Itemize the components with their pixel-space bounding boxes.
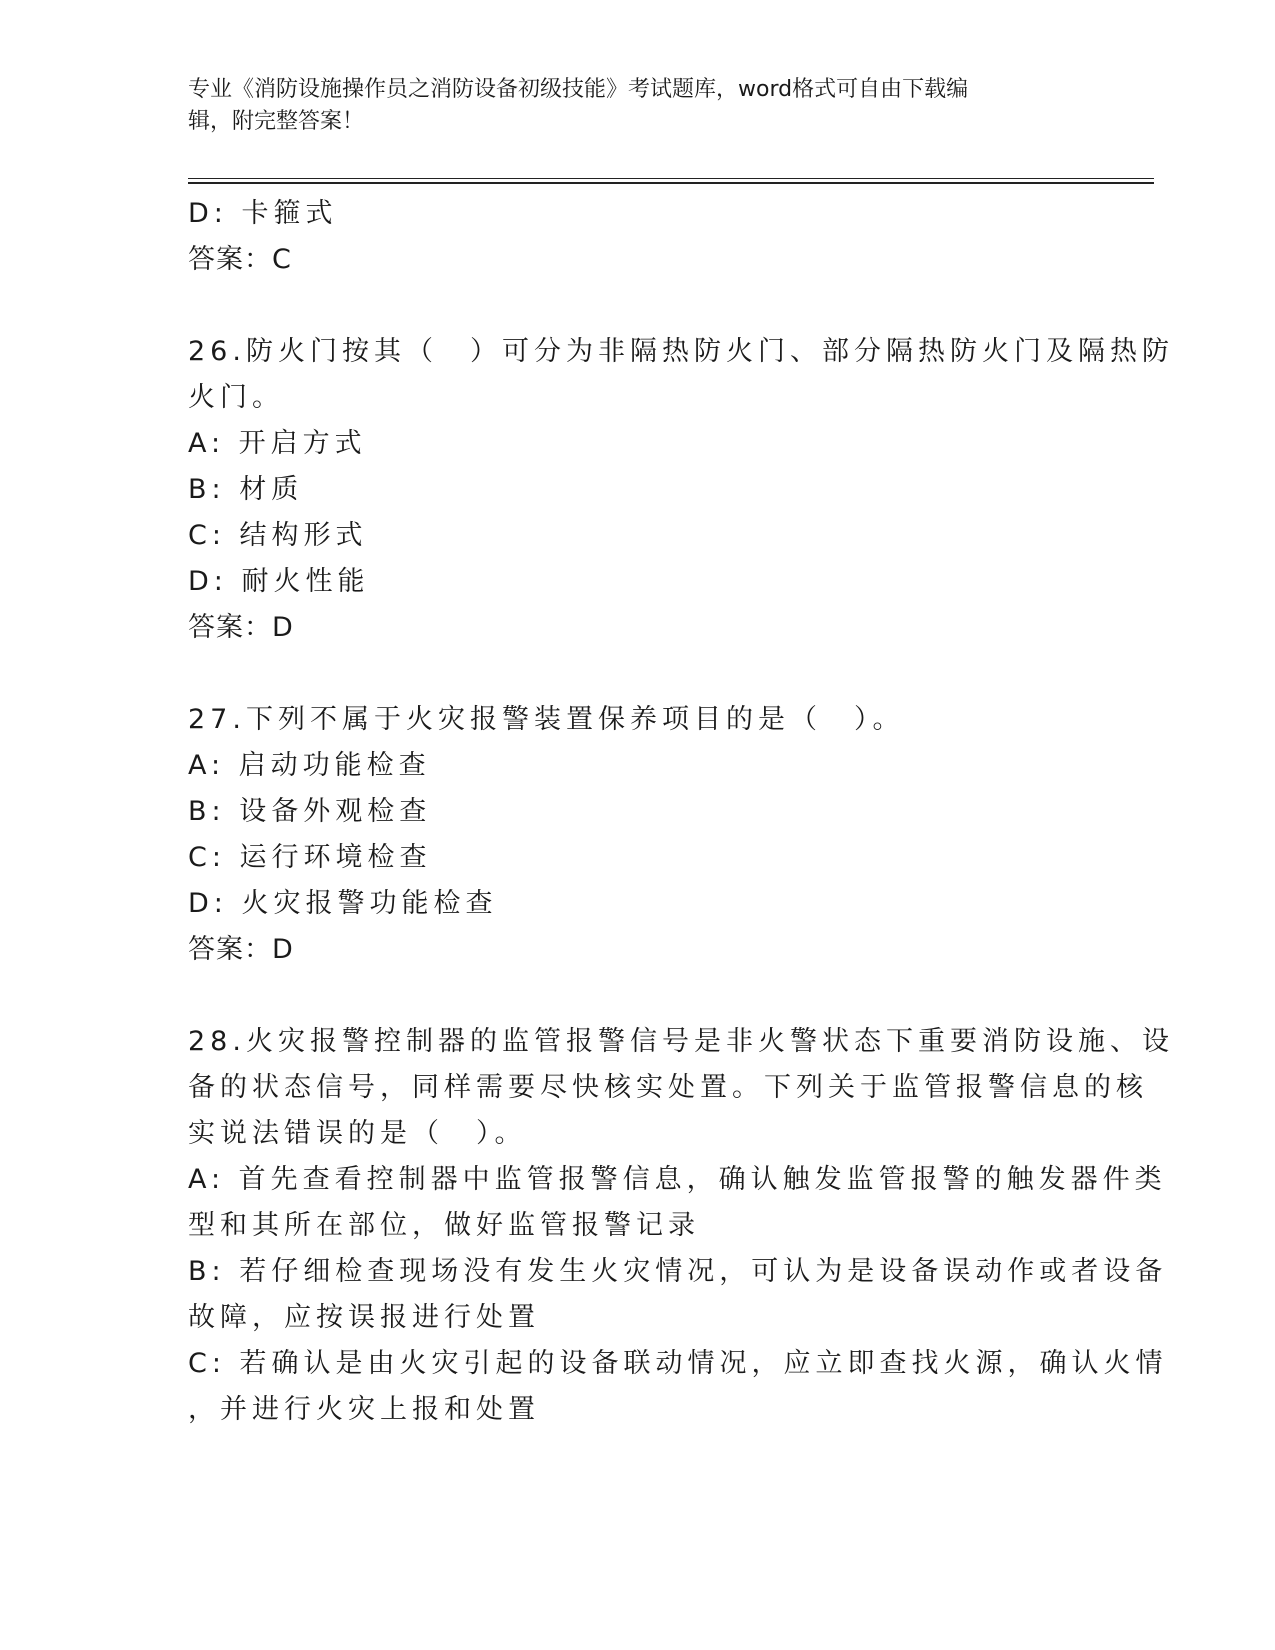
q26-stem-line-1: 26.防火门按其（ ）可分为非隔热防火门、部分隔热防火门及隔热防 [188,336,1174,367]
q27-option-b: B: 设备外观检查 [188,796,432,827]
q27-option-c: C: 运行环境检查 [188,842,432,873]
answer-value: D [272,612,294,643]
q26-answer [188,605,1088,651]
q28-option-c-line-1: C: 若确认是由火灾引起的设备联动情况，应立即查找火源，确认火情 [188,1348,1168,1379]
q26-option-c: C: 结构形式 [188,520,368,551]
q27-answer [188,927,1088,973]
header-rule-thick [188,182,1154,184]
q28-stem-line-2: 备的状态信号，同样需要尽快核实处置。下列关于监管报警信息的核 [188,1072,1148,1103]
q28-option-a-line-1: A: 首先查看控制器中监管报警信息，确认触发监管报警的触发器件类 [188,1164,1167,1195]
q28-stem-line-3: 实说法错误的是（ ）。 [188,1118,527,1149]
q28-stem-line-1: 28.火灾报警控制器的监管报警信号是非火警状态下重要消防设施、设 [188,1026,1174,1057]
header-rule-thin [188,178,1154,179]
header-line-1: 专业《消防设施操作员之消防设备初级技能》考试题库，word格式可自由下载编 [188,77,969,102]
answer-label: 答案： [188,934,272,965]
q28-option-b-line-2: 故障，应按误报进行处置 [188,1302,540,1333]
q26-option-b: B: 材质 [188,474,304,505]
document-header [188,74,1068,138]
q28-option-b-line-1: B: 若仔细检查现场没有发生火灾情况，可认为是设备误动作或者设备 [188,1256,1168,1287]
q28-option-a-line-2: 型和其所在部位，做好监管报警记录 [188,1210,700,1241]
q27-stem-line-1: 27.下列不属于火灾报警装置保养项目的是（ ）。 [188,704,905,735]
prev-answer [188,237,1088,283]
q28-option-c-line-2: ，并进行火灾上报和处置 [188,1394,540,1425]
q26-option-a: A: 开启方式 [188,428,367,459]
answer-label: 答案： [188,244,272,275]
header-line-2: 辑，附完整答案！ [188,109,365,134]
answer-value: C [272,244,292,275]
q27-option-a: A: 启动功能检查 [188,750,431,781]
answer-value: D [272,934,294,965]
q27-option-d: D: 火灾报警功能检查 [188,888,498,919]
q26-option-d: D: 耐火性能 [188,566,370,597]
prev-option-d: D: 卡箍式 [188,198,338,229]
q26-stem-line-2: 火门。 [188,382,284,413]
document-body [188,191,1174,1433]
answer-label: 答案： [188,612,272,643]
